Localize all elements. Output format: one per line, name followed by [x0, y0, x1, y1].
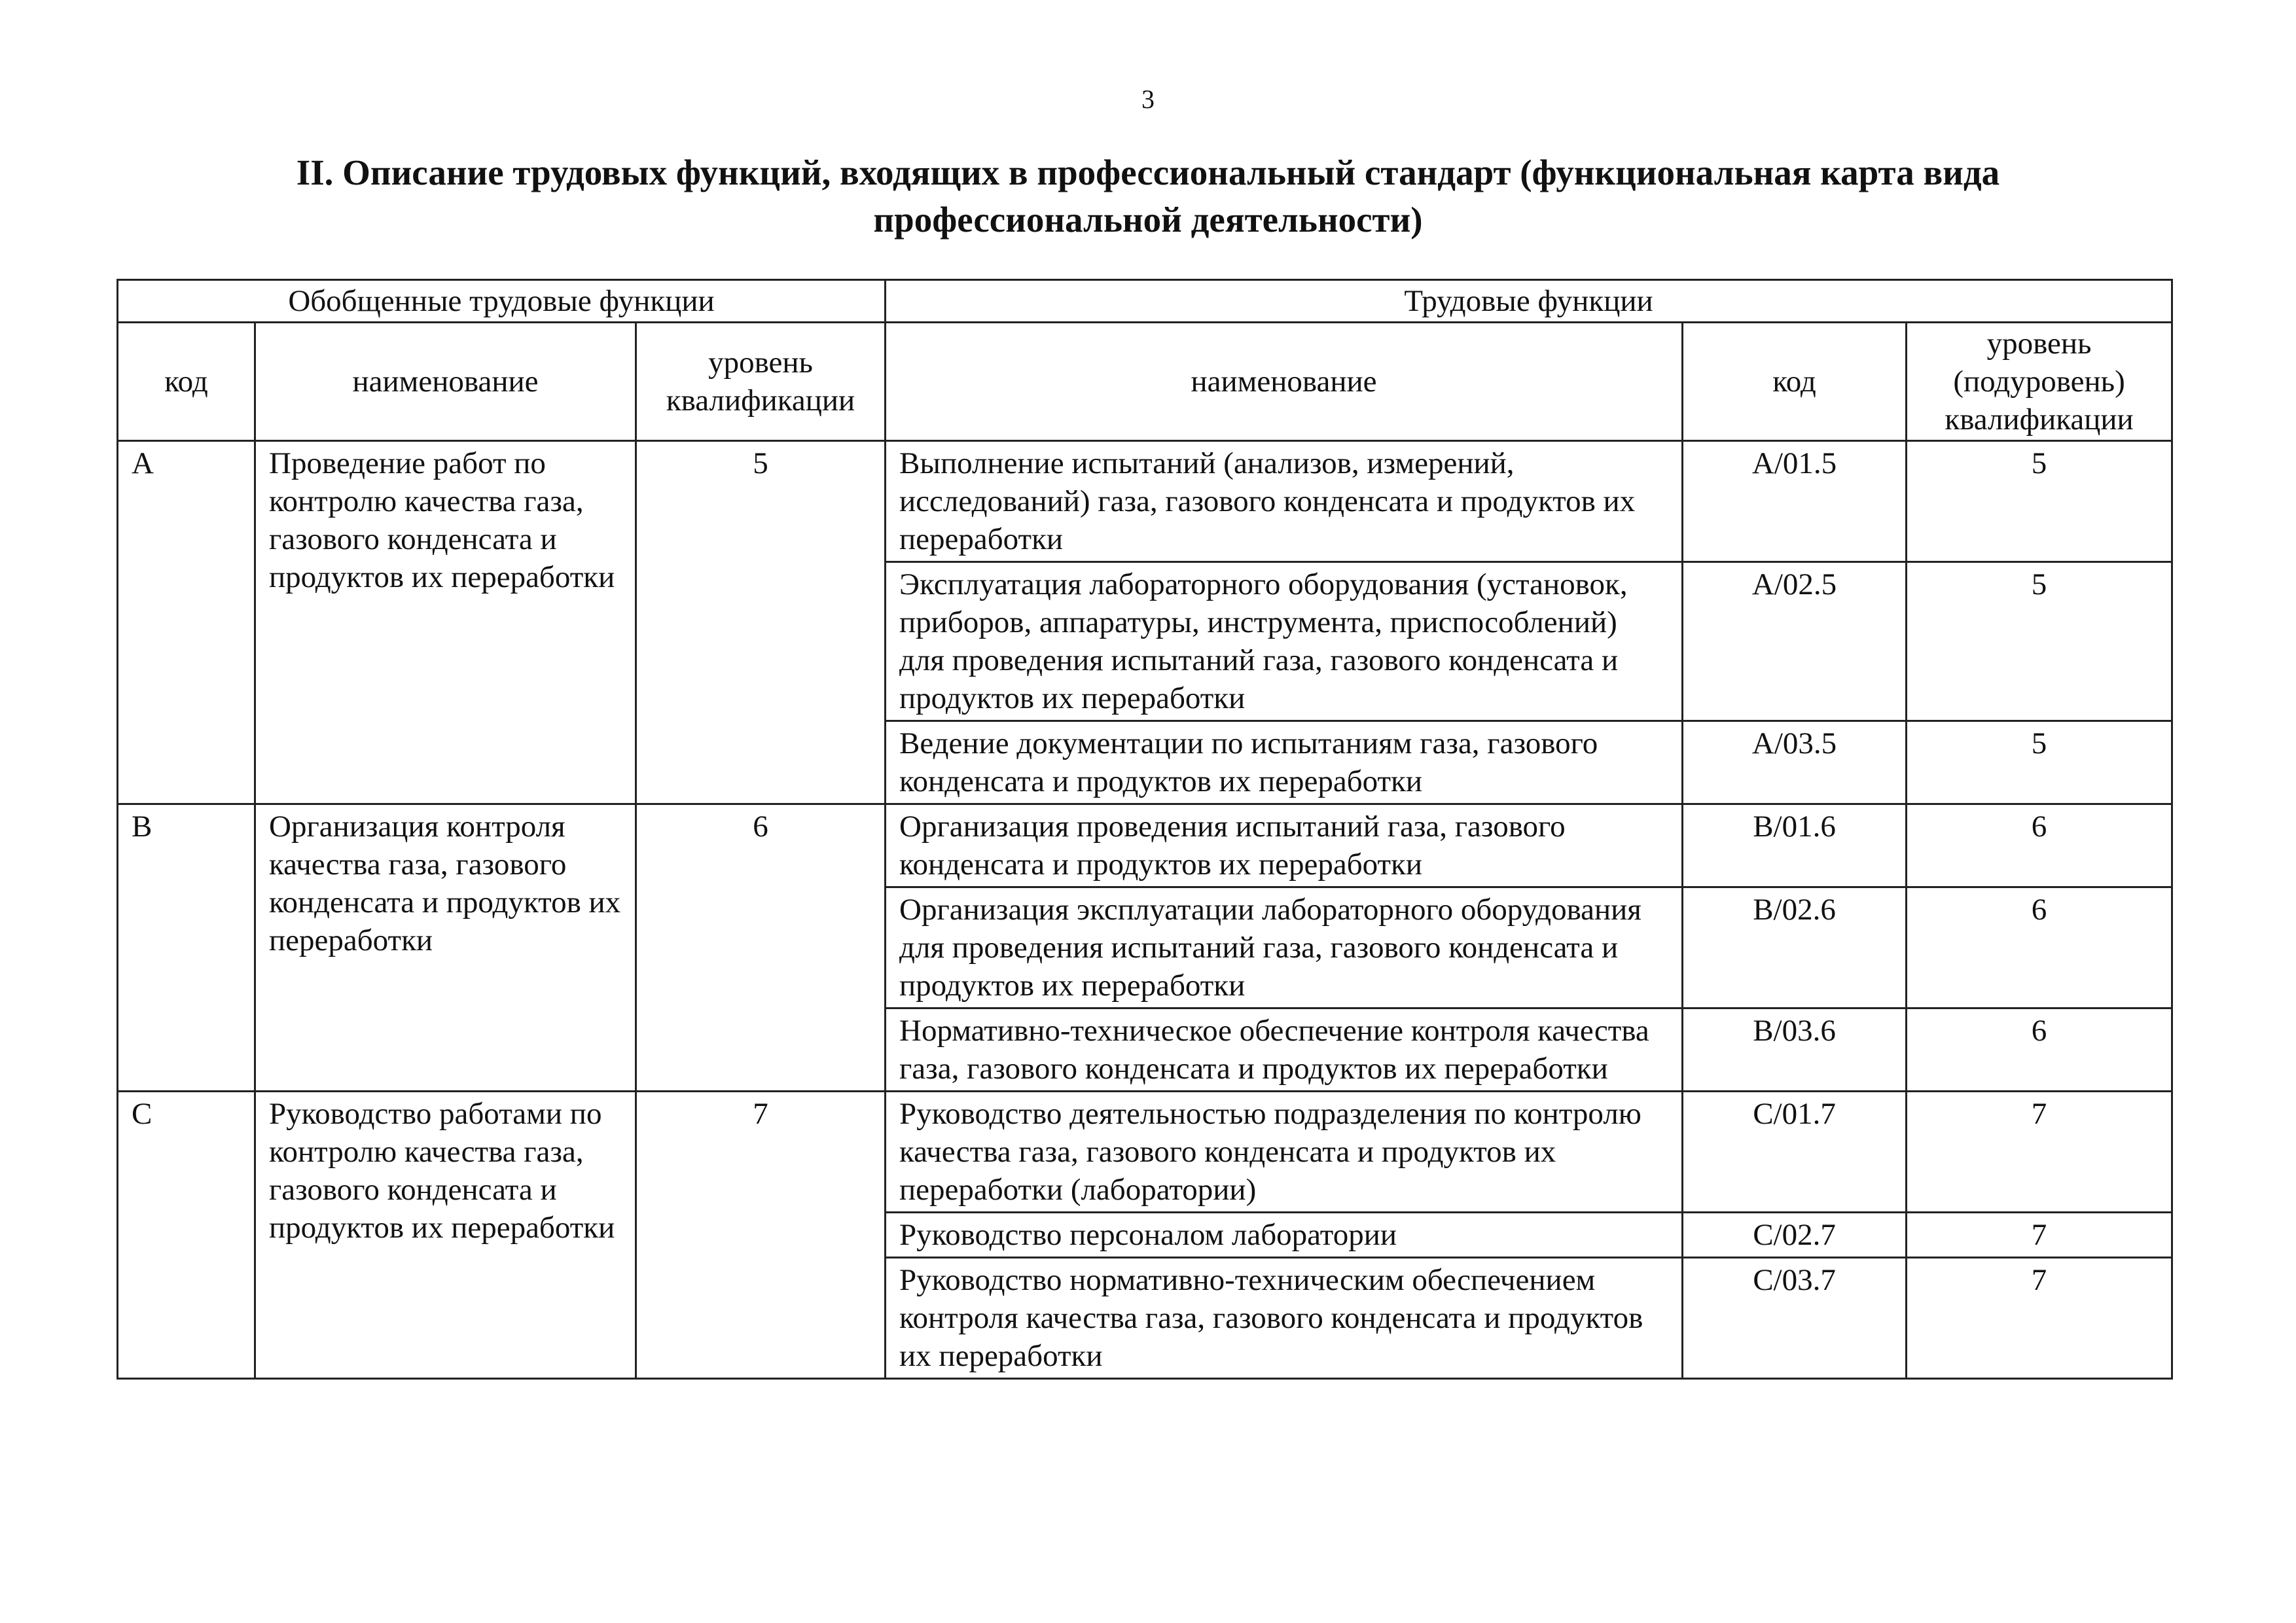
gen-name-cell: Проведение работ по контролю качества газа, газового конденсата и продуктов их переработки	[255, 441, 636, 804]
header-group-row	[118, 280, 2172, 323]
header-column-row	[118, 323, 2172, 441]
section-title-line-1: II. Описание трудовых функций, входящих в профессиональный стандарт (функциональная карта вида	[296, 152, 2000, 192]
function-level-cell: 6	[1907, 804, 2172, 887]
function-name-cell: Нормативно-техническое обеспечение контроля качества газа, газового конденсата и продуктов их переработки	[886, 1008, 1683, 1092]
col-gen-code: код	[118, 323, 255, 441]
gen-code-cell: C	[118, 1092, 255, 1379]
function-level-cell: 7	[1907, 1092, 2172, 1213]
function-code-cell: C/01.7	[1683, 1092, 1907, 1213]
gen-code-cell: A	[118, 441, 255, 804]
functional-map-table	[117, 279, 2173, 1380]
col-gen-name: наименование	[255, 323, 636, 441]
function-code-cell: B/01.6	[1683, 804, 1907, 887]
function-level-cell: 6	[1907, 887, 2172, 1008]
col-gen-level: уровень квалификации	[636, 323, 886, 441]
function-name-cell: Ведение документации по испытаниям газа, газового конденсата и продуктов их переработки	[886, 721, 1683, 804]
function-level-cell: 7	[1907, 1213, 2172, 1258]
function-level-cell: 5	[1907, 721, 2172, 804]
col-lab-level: уровень (подуровень) квалификации	[1907, 323, 2172, 441]
function-name-cell: Организация эксплуатации лабораторного оборудования для проведения испытаний газа, газового конденсата и продуктов их переработки	[886, 887, 1683, 1008]
gen-name-cell: Руководство работами по контролю качества газа, газового конденсата и продуктов их переработки	[255, 1092, 636, 1379]
table-row	[118, 804, 2172, 887]
function-level-cell: 5	[1907, 441, 2172, 562]
function-name-cell: Эксплуатация лабораторного оборудования (установок, приборов, аппаратуры, инструмента, приспособлений) для проведения испытаний газа, газового конденсата и продуктов их переработки	[886, 562, 1683, 721]
function-code-cell: C/02.7	[1683, 1213, 1907, 1258]
function-level-cell: 6	[1907, 1008, 2172, 1092]
page-number: 3	[1141, 84, 1155, 114]
col-lab-name: наименование	[886, 323, 1683, 441]
function-code-cell: B/03.6	[1683, 1008, 1907, 1092]
gen-level-cell: 6	[636, 804, 886, 1092]
section-title	[164, 149, 2132, 243]
function-code-cell: A/03.5	[1683, 721, 1907, 804]
table-row	[118, 1092, 2172, 1213]
gen-code-cell: B	[118, 804, 255, 1092]
function-level-cell: 5	[1907, 562, 2172, 721]
function-name-cell: Выполнение испытаний (анализов, измерений, исследований) газа, газового конденсата и продуктов их переработки	[886, 441, 1683, 562]
col-lab-code: код	[1683, 323, 1907, 441]
function-name-cell: Руководство деятельностью подразделения по контролю качества газа, газового конденсата и продуктов их переработки (лаборатории)	[886, 1092, 1683, 1213]
function-code-cell: A/02.5	[1683, 562, 1907, 721]
function-code-cell: B/02.6	[1683, 887, 1907, 1008]
gen-level-cell: 7	[636, 1092, 886, 1379]
function-level-cell: 7	[1907, 1258, 2172, 1379]
function-name-cell: Руководство нормативно-техническим обеспечением контроля качества газа, газового конденсата и продуктов их переработки	[886, 1258, 1683, 1379]
function-code-cell: C/03.7	[1683, 1258, 1907, 1379]
gen-name-cell: Организация контроля качества газа, газового конденсата и продуктов их переработки	[255, 804, 636, 1092]
section-title-line-2: профессиональной деятельности)	[873, 200, 1423, 240]
function-code-cell: A/01.5	[1683, 441, 1907, 562]
table-row	[118, 441, 2172, 562]
header-generalized-functions: Обобщенные трудовые функции	[118, 280, 886, 323]
function-name-cell: Руководство персоналом лаборатории	[886, 1213, 1683, 1258]
header-labor-functions: Трудовые функции	[886, 280, 2172, 323]
gen-level-cell: 5	[636, 441, 886, 804]
function-name-cell: Организация проведения испытаний газа, газового конденсата и продуктов их переработки	[886, 804, 1683, 887]
